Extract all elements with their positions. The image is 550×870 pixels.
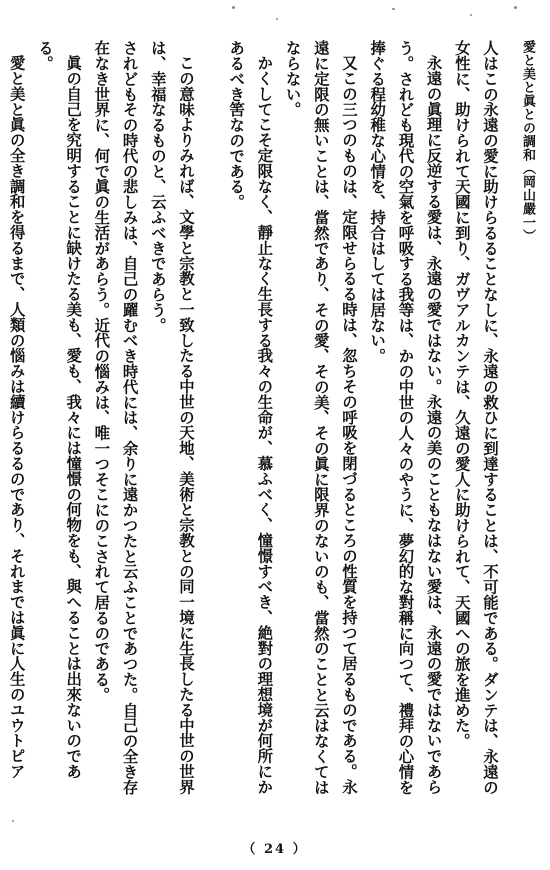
paragraph-2: 永遠の眞理に反逆する愛は、永遠の愛ではない。永遠の美のこともなはない愛は、永遠の愛ではないであらう。されども現代の空氣を呼吸する我等は、かの中世の人々のやうに、夢幻的な對稱に向つて、禮拜の心情を捧ぐる程幼稚な心情を、持合はしては居ない。	[368, 40, 443, 795]
scan-speck	[470, 14, 472, 16]
section-gap	[200, 40, 222, 800]
paragraph-4: かくしてこそ定限なく、靜止なく生長する我々の生命が、慕ふべく、憧憬すべき、絶對の理想境が何所にかあるべき筈なのである。	[227, 40, 274, 795]
paragraph-1: 人はこの永遠の愛に助けらるることなしに、永遠の救ひに到達することは、不可能である。ダンテは、永遠の女性に、助けられて天國に到り、ガヴアルカンテは、久遠の愛人に助けられて、天國への旅を進めた。	[452, 40, 499, 795]
paragraph-5: この意味よりみれば、文學と宗教と一致したる中世の天地、美術と宗教との同一境に生長したる中世の世界は、幸福なるものと、云ふべきであらう。	[148, 40, 195, 795]
paragraph-6: されどもその時代の悲しみは、自己の躍むべき時代には、余りに遠かつたと云ふことであつた。自己の全き存在なき世界に、何で眞の生活があらう。近代の惱みは、唯一つそこにのこされて居るのである。	[92, 40, 139, 795]
paragraph-8: 愛と美と眞の全き調和を得るまで、人類の惱みは續けらるるのであり、それまでは眞に人生のユウトピア	[7, 55, 26, 780]
scan-speck	[12, 820, 14, 822]
body-text	[0, 40, 504, 800]
running-header: 愛と美と眞との調和（岡山嚴一）	[520, 40, 535, 243]
paragraph-3: 又この三つのものは、定限せらるる時は、忽ちその呼吸を閉づるところの性質を持つて居るものである。永遠に定限の無いことは、當然であり、その愛、その美、その眞に限界のないのも、當然のことと云はなくてはならない。	[283, 40, 358, 795]
scan-speck	[392, 8, 395, 10]
paragraph-7: 眞の自己を究明することに缺けたる美も、愛も、我々には憧憬の何物をも、與へることは出來ないのである。	[35, 40, 83, 780]
scan-speck	[232, 6, 235, 9]
scan-speck	[514, 6, 517, 9]
page-number: （ 24 ）	[242, 842, 308, 857]
scan-speck	[276, 18, 278, 20]
